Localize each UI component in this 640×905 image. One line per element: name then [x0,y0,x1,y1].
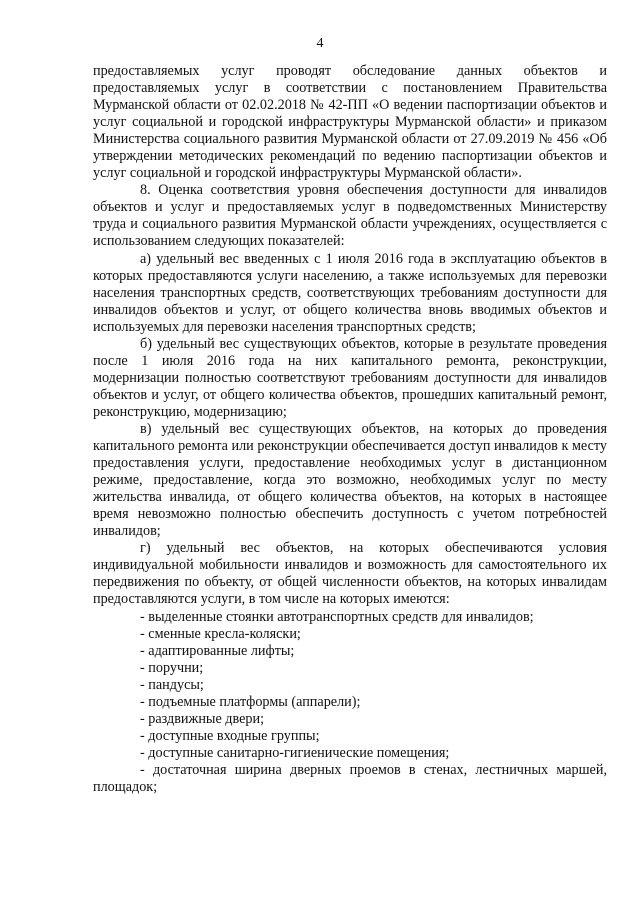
page-number: 4 [316,36,324,51]
list-item: - пандусы; [140,676,204,693]
list-item: - подъемные платформы (аппарели); [140,693,361,710]
document-body [93,63,607,796]
paragraph-indicator-b: б) удельный вес существующих объектов, которые в результате проведения после 1 июля 2016 года на них капитального ремонта, реконструкции, модернизации полностью соответствуют требованиям доступности для инвалидов объектов и услуг, от общего количества объектов, прошедших капитальный ремонт, реконструкцию, модернизацию; [93,335,607,420]
paragraph-indicator-v: в) удельный вес существующих объектов, на которых до проведения капитального ремонта или реконструкции обеспечивается доступ инвалидов к месту предоставления услуги, предоставление необходимых услуг в дистанционном режиме, предоставление, когда это возможно, необходимых услуг по месту жительства инвалида, от общего количества объектов, на которых в настоящее время невозможно полностью обеспечить доступность с учетом потребностей инвалидов; [93,420,607,540]
list-item: - сменные кресла-коляски; [140,625,301,642]
paragraph-indicator-g: г) удельный вес объектов, на которых обеспечиваются условия индивидуальной мобильности инвалидов и возможность для самостоятельного их передвижения по объекту, от общей численности объектов, на которых инвалидам предоставляются услуги, в том числе на которых имеются: [93,540,607,608]
paragraph-indicator-a: а) удельный вес введенных с 1 июля 2016 года в эксплуатацию объектов в которых предоставляются услуги населению, а также используемых для перевозки населения транспортных средств, соответствующих требованиям доступности для инвалидов объектов и услуг, от общего количества вновь вводимых объектов и используемых для перевозки населения транспортных средств; [93,250,607,335]
list-item: - поручни; [140,659,204,676]
paragraph-continuation: предоставляемых услуг проводят обследование данных объектов и предоставляемых услуг в соответствии с постановлением Правительства Мурманской области от 02.02.2018 № 42-ПП «О ведении паспортизации объектов и услуг социальной и городской инфраструктуры Мурманской области» и приказом Министерства социального развития Мурманской области от 27.09.2019 № 456 «Об утверждении методических рекомендаций по ведению паспортизации объектов и услуг социальной и городской инфраструктуры Мурманской области». [93,63,607,182]
list-item: - достаточная ширина дверных проемов в стенах, лестничных маршей, площадок; [93,761,607,795]
list-item: - доступные входные группы; [140,727,320,744]
list-item: - выделенные стоянки автотранспортных средств для инвалидов; [140,608,534,625]
list-item: - доступные санитарно-гигиенические помещения; [140,744,450,761]
list-item: - раздвижные двери; [140,710,265,727]
list-item: - адаптированные лифты; [140,642,295,659]
paragraph-section-8: 8. Оценка соответствия уровня обеспечения доступности для инвалидов объектов и услуг и предоставляемых услуг в подведомственных Министерству труда и социального развития Мурманской области учреждениях, осуществляется с использованием следующих показателей: [93,182,607,250]
